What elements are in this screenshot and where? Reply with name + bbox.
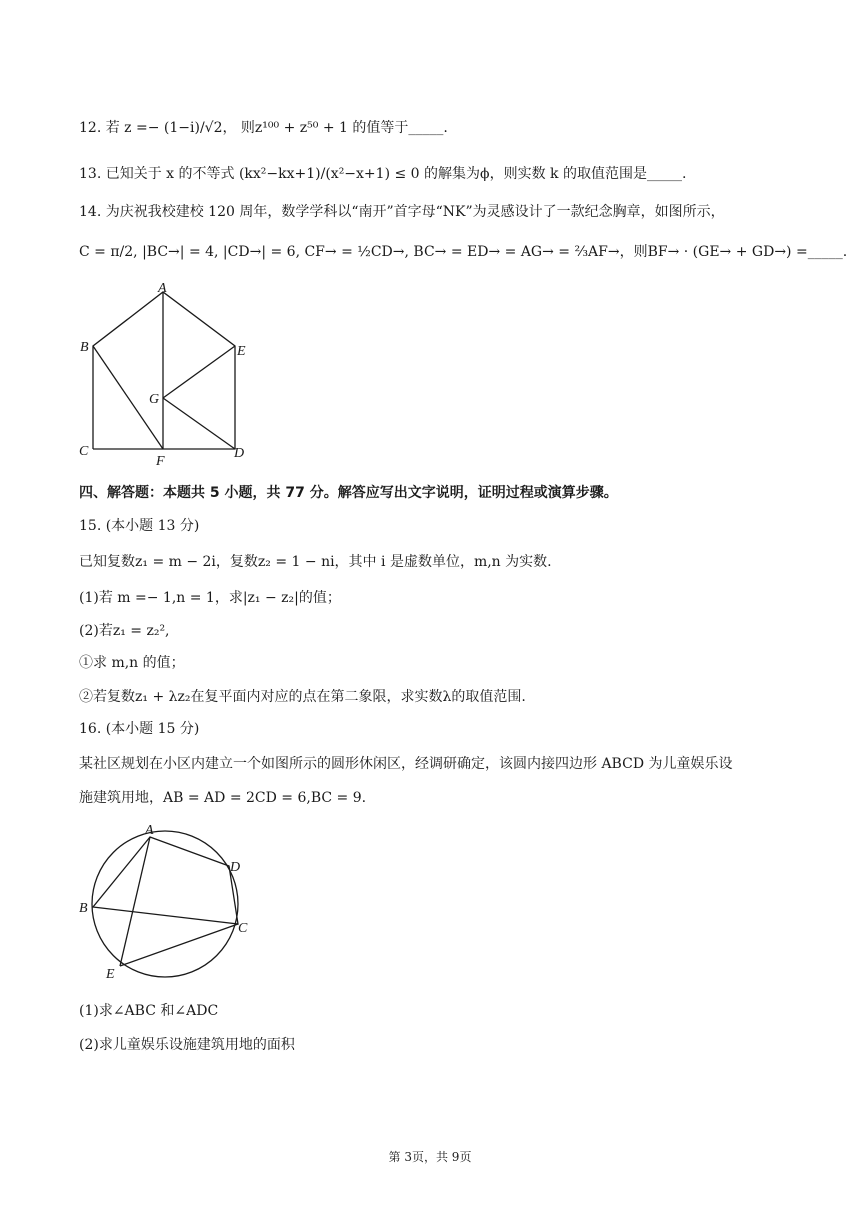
question-15-text: 已知复数z₁ = m − 2i，复数z₂ = 1 − ni，其中 i 是虚数单位，m,n 为实数.	[79, 554, 552, 570]
circle-label-E: E	[106, 967, 115, 982]
section-4-heading: 四、解答题：本题共 5 小题，共 77 分。解答应写出文字说明，证明过程或演算步骤。	[79, 485, 618, 501]
question-16-text-2: 施建筑用地，AB = AD = 2CD = 6,BC = 9.	[79, 790, 367, 806]
circle-label-C: C	[238, 921, 248, 936]
question-15-part-2: (2)若z₁ = z₂²,	[79, 623, 170, 639]
segment-EC	[120, 924, 238, 966]
question-12: 12. 若 z =− (1−i)/√2， 则z¹⁰⁰ + z⁵⁰ + 1 的值等于_____.	[79, 120, 448, 136]
question-16-text-1: 某社区规划在小区内建立一个如图所示的圆形休闲区，经调研确定，该圆内接四边形 ABCD 为儿童娱乐设	[79, 756, 733, 772]
label-B: B	[80, 340, 89, 355]
label-D: D	[234, 446, 245, 461]
label-F: F	[156, 454, 165, 468]
circle-label-B: B	[79, 901, 88, 916]
figure-circle-quadrilateral	[74, 818, 264, 988]
quadrilateral-ABCD	[93, 837, 241, 924]
badge-outline	[93, 292, 235, 449]
circle-label-D: D	[230, 860, 241, 875]
segment-GD	[163, 398, 235, 449]
label-A: A	[158, 281, 167, 296]
circle-label-A: A	[145, 823, 154, 838]
figure-nk-badge	[74, 278, 264, 468]
question-16-part-2: (2)求儿童娱乐设施建筑用地的面积	[79, 1037, 295, 1053]
question-13: 13. 已知关于 x 的不等式 (kx²−kx+1)/(x²−x+1) ≤ 0 的解集为ϕ，则实数 k 的取值范围是_____.	[79, 166, 687, 182]
page-footer: 第 3页，共 9页	[388, 1150, 472, 1164]
label-G: G	[149, 392, 160, 407]
circumcircle	[92, 831, 241, 977]
question-14-line-2: C = π/2, |BC→| = 4, |CD→| = 6, CF→ = ½CD→, BC→ = ED→ = AG→ = ⅔AF→，则BF→ · (GE→ + GD→) =_____.	[79, 244, 848, 260]
question-15-heading: 15. (本小题 13 分)	[79, 518, 200, 534]
question-15-part-2-1: ①求 m,n 的值；	[79, 655, 185, 671]
segment-GE	[163, 346, 235, 398]
question-16-part-1: (1)求∠ABC 和∠ADC	[79, 1003, 219, 1019]
question-14-line-1: 14. 为庆祝我校建校 120 周年，数学学科以“南开”首字母“NK”为灵感设计了一款纪念胸章，如图所示，	[79, 204, 725, 220]
label-C: C	[79, 444, 89, 459]
question-15-part-1: (1)若 m =− 1,n = 1，求|z₁ − z₂|的值；	[79, 590, 341, 606]
question-15-part-2-2: ②若复数z₁ + λz₂在复平面内对应的点在第二象限，求实数λ的取值范围.	[79, 689, 526, 705]
label-E: E	[237, 344, 246, 359]
question-16-heading: 16. (本小题 15 分)	[79, 721, 200, 737]
